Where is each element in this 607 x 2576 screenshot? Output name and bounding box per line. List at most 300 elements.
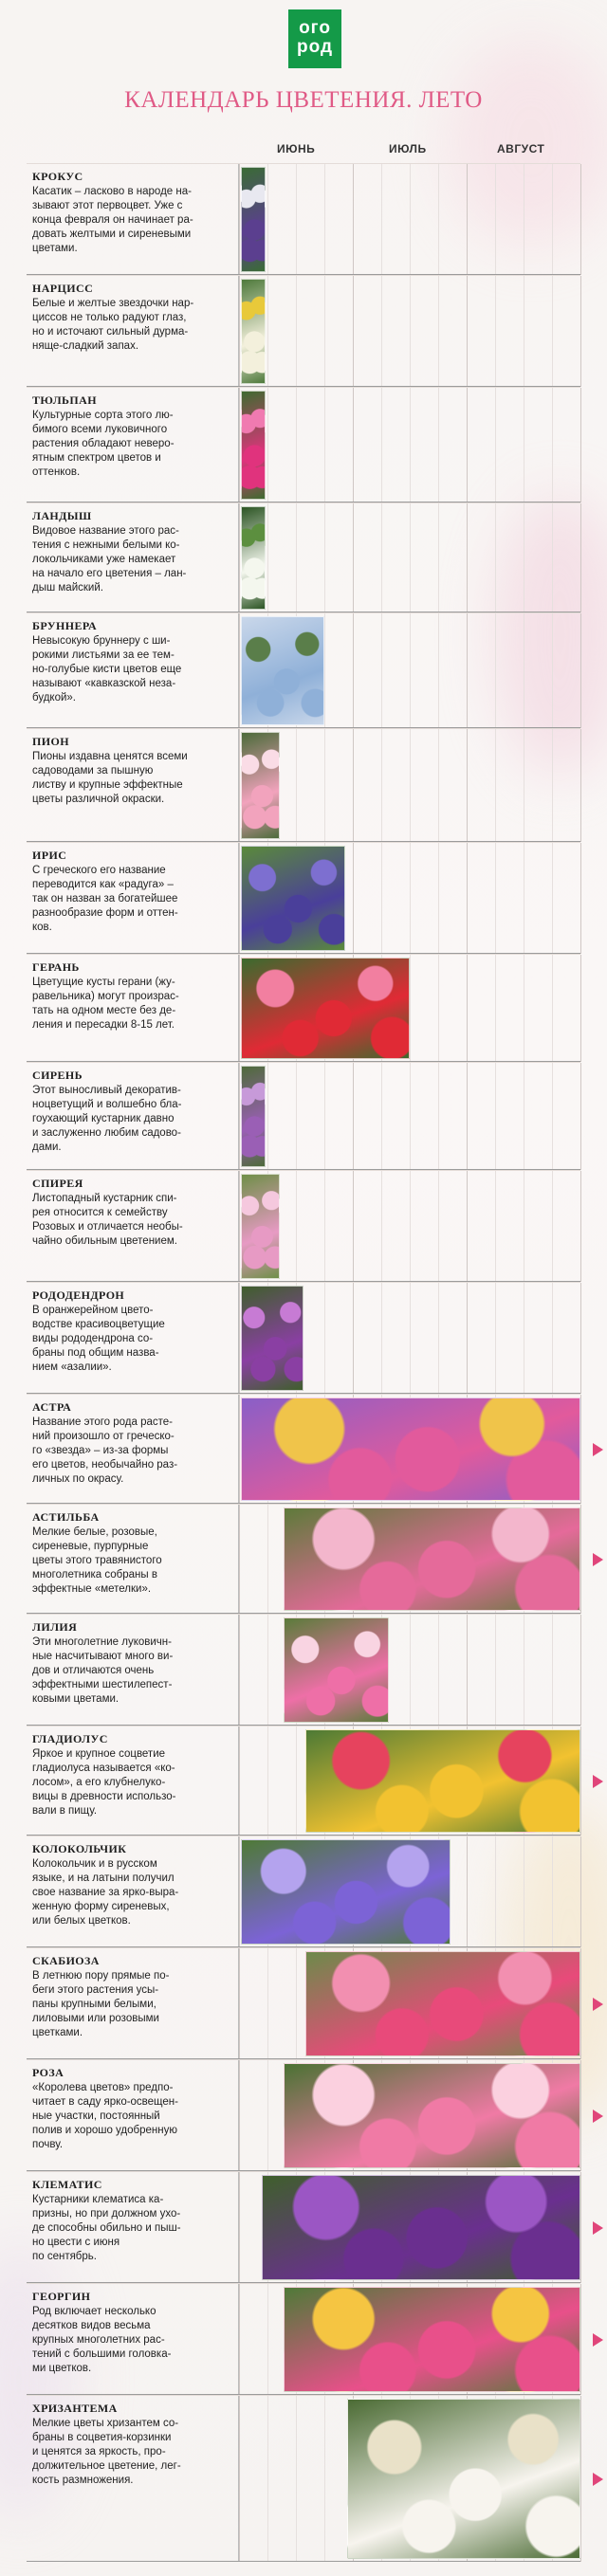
bloom-grid — [239, 2060, 580, 2171]
grid-line — [239, 1395, 240, 1504]
flower-description: Листопадный кустарник спи- рея относится к семейству Розовых и отличается необы- чайно обильным цветением. — [32, 1193, 183, 1247]
flower-text-cell — [27, 1283, 239, 1394]
flower-text-cell — [27, 613, 239, 728]
month-august: АВГУСТ — [497, 142, 545, 155]
grid-line — [410, 164, 411, 275]
grid-line — [552, 613, 553, 728]
grid-line — [552, 1283, 553, 1394]
grid-line — [353, 729, 354, 842]
grid-line — [324, 388, 325, 502]
grid-line — [267, 2396, 268, 2562]
grid-line — [381, 843, 382, 954]
flower-row — [27, 275, 580, 387]
flower-photo — [284, 1507, 580, 1611]
logo-line-1: ого — [299, 18, 331, 38]
grid-line — [239, 276, 240, 387]
grid-line — [467, 276, 468, 387]
flower-photo — [305, 1951, 580, 2056]
flower-row — [27, 728, 580, 842]
grid-line — [381, 503, 382, 612]
flower-row — [27, 1394, 580, 1504]
grid-line — [324, 1283, 325, 1394]
grid-line — [324, 613, 325, 728]
flower-photo — [284, 2287, 580, 2392]
flower-row — [27, 2283, 580, 2395]
grid-line — [438, 1171, 439, 1282]
bloom-grid — [239, 1171, 580, 1282]
flower-description: В летнюю пору прямые по- беги этого растения усы- паны крупными белыми, лиловыми или розовыми цветками. — [32, 1970, 170, 2038]
flower-description: Культурные сорта этого лю- бимого всеми луковичного растения обладают неверо- ятным спектром цветов и оттенков. — [32, 410, 175, 478]
grid-line — [438, 1063, 439, 1170]
flower-name: КРОКУС — [32, 170, 83, 183]
flower-row — [27, 1504, 580, 1614]
flower-name: ГЕОРГИН — [32, 2290, 91, 2303]
flower-row — [27, 2059, 580, 2171]
grid-line — [410, 1063, 411, 1170]
grid-line — [381, 1063, 382, 1170]
grid-line — [381, 1171, 382, 1282]
grid-line — [381, 729, 382, 842]
grid-line — [410, 1171, 411, 1282]
flower-description: С греческого его название переводится как «радуга» – так он назван за богатейшее разнообразие форм и оттен- ков. — [32, 865, 178, 933]
bloom-grid — [239, 1726, 580, 1836]
bloom-grid — [239, 276, 580, 387]
grid-line — [580, 613, 581, 728]
grid-line — [467, 1171, 468, 1282]
grid-line — [580, 1063, 581, 1170]
grid-line — [296, 1726, 297, 1836]
grid-line — [580, 729, 581, 842]
grid-line — [552, 955, 553, 1062]
grid-line — [324, 2396, 325, 2562]
flower-name: ХРИЗАНТЕМА — [32, 2402, 118, 2415]
flower-text-cell — [27, 1836, 239, 1947]
grid-line — [580, 276, 581, 387]
grid-line — [495, 729, 496, 842]
grid-line — [267, 2060, 268, 2171]
grid-line — [580, 843, 581, 954]
grid-line — [324, 729, 325, 842]
grid-line — [552, 729, 553, 842]
grid-line — [324, 276, 325, 387]
flower-photo — [241, 506, 266, 610]
bloom-grid — [239, 729, 580, 842]
flower-name: ГЕРАНЬ — [32, 960, 80, 974]
grid-line — [353, 388, 354, 502]
grid-line — [296, 1063, 297, 1170]
bloom-grid — [239, 1836, 580, 1947]
grid-line — [438, 729, 439, 842]
bloom-grid — [239, 613, 580, 728]
flower-name: СПИРЕЯ — [32, 1177, 83, 1190]
grid-line — [580, 955, 581, 1062]
grid-line — [467, 503, 468, 612]
flower-text-cell — [27, 2060, 239, 2171]
flower-text-cell — [27, 388, 239, 502]
continues-arrow-icon — [593, 1998, 603, 2011]
grid-line — [580, 2396, 581, 2562]
grid-line — [438, 276, 439, 387]
continues-arrow-icon — [593, 2221, 603, 2235]
month-june: ИЮНЬ — [277, 142, 316, 155]
bloom-grid — [239, 1395, 580, 1504]
grid-line — [552, 164, 553, 275]
grid-line — [353, 276, 354, 387]
flower-name: ЛИЛИЯ — [32, 1620, 78, 1634]
grid-line — [296, 1948, 297, 2059]
bloom-grid — [239, 1948, 580, 2059]
flower-description: В оранжерейном цвето- водстве красивоцветущие виды рододендрона со- браны под общим назва- нием «азалии». — [32, 1305, 165, 1373]
flower-description: Кустарники клематиса ка- призны, но при должном ухо- де способны обильно и пыш- но цвести с июня по сентябрь. — [32, 2194, 181, 2262]
grid-line — [267, 1505, 268, 1614]
flower-description: Невысокую бруннеру с ши- рокими листьями за ее тем- но-голубые кисти цветов еще называют «кавказской неза- будкой». — [32, 635, 182, 703]
grid-line — [467, 843, 468, 954]
bloom-grid — [239, 388, 580, 502]
grid-line — [580, 2172, 581, 2283]
grid-line — [410, 613, 411, 728]
flower-text-cell — [27, 1726, 239, 1836]
flower-name: ЛАНДЫШ — [32, 509, 92, 522]
grid-line — [239, 503, 240, 612]
flower-row — [27, 502, 580, 612]
flower-name: АСТИЛЬБА — [32, 1510, 100, 1524]
flower-text-cell — [27, 503, 239, 612]
flower-photo — [241, 1174, 280, 1279]
grid-line — [324, 1171, 325, 1282]
grid-line — [239, 1615, 240, 1726]
grid-line — [552, 503, 553, 612]
grid-line — [324, 164, 325, 275]
grid-line — [239, 2060, 240, 2171]
grid-line — [410, 276, 411, 387]
flower-description: Цветущие кусты герани (жу- равельника) могут произрас- тать на одном месте без де- ления и пересадки 8-15 лет. — [32, 977, 179, 1031]
continues-arrow-icon — [593, 1775, 603, 1788]
grid-line — [239, 843, 240, 954]
grid-line — [296, 276, 297, 387]
flower-row — [27, 1836, 580, 1947]
grid-line — [410, 843, 411, 954]
flower-name: КЛЕМАТИС — [32, 2178, 102, 2191]
grid-line — [267, 503, 268, 612]
flower-description: Касатик – ласково в народе на- зывают этот первоцвет. Уже с конца февраля он начинает ра- довать желтыми и сиреневыми цветами. — [32, 186, 193, 254]
grid-line — [580, 1283, 581, 1394]
grid-line — [438, 164, 439, 275]
grid-line — [552, 1171, 553, 1282]
flower-text-cell — [27, 1948, 239, 2059]
grid-line — [353, 613, 354, 728]
flower-photo — [241, 279, 266, 384]
flower-text-cell — [27, 1395, 239, 1504]
flower-name: СКАБИОЗА — [32, 1954, 100, 1967]
logo-line-2: род — [296, 37, 334, 57]
flower-name: ИРИС — [32, 849, 67, 862]
flower-name: АСТРА — [32, 1400, 72, 1414]
grid-line — [552, 1836, 553, 1947]
grid-line — [381, 164, 382, 275]
grid-line — [381, 388, 382, 502]
flower-name: ТЮЛЬПАН — [32, 393, 97, 407]
grid-line — [296, 164, 297, 275]
grid-line — [580, 2284, 581, 2395]
continues-arrow-icon — [593, 2110, 603, 2123]
grid-line — [353, 503, 354, 612]
flower-photo — [241, 732, 280, 839]
flower-row — [27, 1947, 580, 2059]
flower-name: РОДОДЕНДРОН — [32, 1288, 125, 1302]
flower-text-cell — [27, 2396, 239, 2562]
grid-line — [353, 164, 354, 275]
flower-description: Род включает несколько десятков видов весьма крупных многолетних рас- тений с большими головка- ми цветков. — [32, 2306, 172, 2374]
bloom-grid — [239, 843, 580, 954]
grid-line — [267, 1063, 268, 1170]
flower-text-cell — [27, 164, 239, 275]
flower-photo — [241, 1066, 266, 1167]
flower-name: БРУННЕРА — [32, 619, 98, 632]
flower-description: Мелкие цветы хризантем со- браны в соцветия-корзинки и ценятся за яркость, про- должительное цветение, лег- кость размножения. — [32, 2418, 181, 2486]
bloom-grid — [239, 1283, 580, 1394]
flower-photo — [241, 616, 324, 725]
grid-line — [438, 503, 439, 612]
grid-line — [239, 2172, 240, 2283]
grid-line — [438, 388, 439, 502]
month-july: ИЮЛЬ — [389, 142, 427, 155]
flower-row — [27, 2171, 580, 2283]
flower-row — [27, 1614, 580, 1726]
grid-line — [438, 843, 439, 954]
continues-arrow-icon — [593, 2333, 603, 2347]
grid-line — [580, 1948, 581, 2059]
grid-line — [580, 1395, 581, 1504]
grid-line — [239, 1505, 240, 1614]
grid-line — [267, 276, 268, 387]
bloom-grid — [239, 955, 580, 1062]
flower-row — [27, 954, 580, 1062]
grid-line — [552, 843, 553, 954]
grid-line — [296, 2396, 297, 2562]
grid-line — [580, 388, 581, 502]
flower-description: Мелкие белые, розовые, сиреневые, пурпурные цветы этого травянистого многолетника собраны в эффектные «метелки». — [32, 1526, 162, 1595]
flower-description: Название этого рода расте- ний произошло от греческо- го «звезда» – из-за формы его цветов, необычайно раз- личных по окрасу. — [32, 1416, 178, 1485]
grid-line — [495, 1171, 496, 1282]
grid-line — [410, 955, 411, 1062]
bloom-grid — [239, 503, 580, 612]
flower-name: НАРЦИСС — [32, 282, 94, 295]
grid-line — [410, 503, 411, 612]
grid-line — [552, 1615, 553, 1726]
grid-line — [410, 1615, 411, 1726]
grid-line — [296, 1171, 297, 1282]
grid-line — [296, 503, 297, 612]
grid-line — [552, 276, 553, 387]
grid-line — [381, 276, 382, 387]
flower-row — [27, 842, 580, 954]
flower-photo — [241, 391, 266, 500]
flower-photo — [241, 958, 410, 1059]
flower-description: Колокольчик и в русском языке, и на латыни получил свое название за ярко-выра- женную форму сиреневых, или белых цветков. — [32, 1858, 179, 1927]
row-divider — [27, 2561, 580, 2562]
flower-row — [27, 1282, 580, 1394]
grid-line — [239, 2284, 240, 2395]
flower-description: Видовое название этого рас- тения с нежными белыми ко- локольчиками уже намекает на начало его цветения – лан- дыш майский. — [32, 525, 187, 594]
bloom-grid — [239, 2284, 580, 2395]
grid-line — [267, 1726, 268, 1836]
grid-line — [495, 164, 496, 275]
grid-line — [580, 1171, 581, 1282]
grid-line — [239, 1283, 240, 1394]
grid-line — [467, 164, 468, 275]
grid-line — [267, 1615, 268, 1726]
flower-photo — [241, 846, 345, 951]
grid-line — [580, 164, 581, 275]
bloom-grid — [239, 2172, 580, 2283]
months-header — [239, 142, 603, 159]
flower-photo — [284, 2063, 580, 2168]
grid-line — [353, 843, 354, 954]
flower-photo — [241, 1286, 304, 1391]
grid-line — [467, 1615, 468, 1726]
flower-row — [27, 612, 580, 728]
continues-arrow-icon — [593, 1443, 603, 1456]
flower-photo — [262, 2175, 580, 2280]
grid-line — [580, 2060, 581, 2171]
grid-line — [324, 503, 325, 612]
flower-name: ПИОН — [32, 735, 69, 748]
grid-line — [495, 1836, 496, 1947]
grid-line — [239, 1726, 240, 1836]
flower-photo — [305, 1729, 580, 1833]
grid-line — [467, 1283, 468, 1394]
grid-line — [381, 1283, 382, 1394]
grid-line — [495, 613, 496, 728]
flower-description: Белые и желтые звездочки нар- циссов не только радуют глаз, но и источают сильный дурма- няще-сладкий запах. — [32, 298, 194, 352]
grid-line — [495, 1283, 496, 1394]
grid-line — [467, 729, 468, 842]
grid-line — [467, 388, 468, 502]
grid-line — [239, 388, 240, 502]
flower-text-cell — [27, 1171, 239, 1282]
flower-photo — [347, 2399, 580, 2559]
grid-line — [552, 388, 553, 502]
grid-line — [467, 613, 468, 728]
grid-line — [495, 276, 496, 387]
grid-line — [495, 503, 496, 612]
grid-line — [580, 1615, 581, 1726]
grid-line — [467, 1836, 468, 1947]
flower-name: ГЛАДИОЛУС — [32, 1732, 108, 1745]
grid-line — [267, 164, 268, 275]
flower-photo — [241, 167, 266, 272]
flower-text-cell — [27, 2172, 239, 2283]
grid-line — [239, 164, 240, 275]
flower-name: СИРЕНЬ — [32, 1069, 83, 1082]
grid-line — [239, 955, 240, 1062]
continues-arrow-icon — [593, 1553, 603, 1566]
grid-line — [410, 388, 411, 502]
grid-line — [381, 613, 382, 728]
flower-text-cell — [27, 1063, 239, 1170]
grid-line — [495, 955, 496, 1062]
flower-row — [27, 1726, 580, 1836]
grid-line — [467, 955, 468, 1062]
flower-row — [27, 387, 580, 502]
grid-line — [239, 729, 240, 842]
bloom-grid — [239, 1505, 580, 1614]
continues-arrow-icon — [593, 2473, 603, 2486]
bloom-grid — [239, 1615, 580, 1726]
flower-row — [27, 1062, 580, 1170]
flower-description: Этот выносливый декоратив- ноцветущий и волшебно бла- гоухающий кустарник давно и заслуженно любим садово- дами. — [32, 1085, 182, 1153]
grid-line — [353, 1283, 354, 1394]
grid-line — [267, 388, 268, 502]
grid-line — [239, 1063, 240, 1170]
grid-line — [438, 613, 439, 728]
grid-line — [353, 1171, 354, 1282]
grid-line — [353, 1063, 354, 1170]
grid-line — [580, 503, 581, 612]
flower-name: РОЗА — [32, 2066, 64, 2079]
flower-photo — [284, 1617, 389, 1723]
flower-description: «Королева цветов» предпо- читает в саду ярко-освещен- ные участки, постоянный полив и хорошо удобренную почву. — [32, 2082, 178, 2150]
grid-line — [467, 1063, 468, 1170]
flower-description: Яркое и крупное соцветие гладиолуса называется «ко- лосом», а его клубнелуко- вицы в древности использо- вали в пищу. — [32, 1748, 176, 1817]
flower-text-cell — [27, 729, 239, 842]
flower-photo — [241, 1398, 580, 1501]
grid-line — [580, 1836, 581, 1947]
flower-text-cell — [27, 276, 239, 387]
grid-line — [324, 1063, 325, 1170]
flower-text-cell — [27, 2284, 239, 2395]
grid-line — [296, 388, 297, 502]
grid-line — [495, 1063, 496, 1170]
grid-line — [239, 1836, 240, 1947]
flower-text-cell — [27, 1505, 239, 1614]
grid-line — [410, 729, 411, 842]
flower-description: Эти многолетние луковичн- ные насчитывают много ви- дов и отличаются очень эффектными шестилепест- ковыми цветами. — [32, 1636, 174, 1705]
grid-line — [239, 2396, 240, 2562]
flower-text-cell — [27, 955, 239, 1062]
logo — [288, 9, 341, 68]
grid-line — [552, 1063, 553, 1170]
bloom-grid — [239, 2396, 580, 2562]
grid-line — [580, 1505, 581, 1614]
grid-line — [438, 1283, 439, 1394]
grid-line — [410, 1283, 411, 1394]
flower-name: КОЛОКОЛЬЧИК — [32, 1842, 127, 1855]
flower-row — [27, 163, 580, 275]
flower-row — [27, 2395, 580, 2562]
flower-photo — [241, 1839, 451, 1945]
grid-line — [239, 1948, 240, 2059]
grid-line — [438, 1615, 439, 1726]
grid-line — [267, 2284, 268, 2395]
bloom-grid — [239, 1063, 580, 1170]
flower-row — [27, 1170, 580, 1282]
flower-description: Пионы издавна ценятся всеми садоводами за пышную листву и крупные эффектные цветы различной окраски. — [32, 751, 188, 805]
grid-line — [296, 729, 297, 842]
flower-text-cell — [27, 1615, 239, 1726]
grid-line — [267, 1948, 268, 2059]
grid-line — [239, 1171, 240, 1282]
flower-text-cell — [27, 843, 239, 954]
grid-line — [495, 843, 496, 954]
grid-line — [438, 955, 439, 1062]
bloom-grid — [239, 164, 580, 275]
grid-line — [495, 1615, 496, 1726]
grid-line — [580, 1726, 581, 1836]
grid-line — [239, 613, 240, 728]
grid-line — [495, 388, 496, 502]
page-title: КАЛЕНДАРЬ ЦВЕТЕНИЯ. ЛЕТО — [124, 87, 483, 113]
